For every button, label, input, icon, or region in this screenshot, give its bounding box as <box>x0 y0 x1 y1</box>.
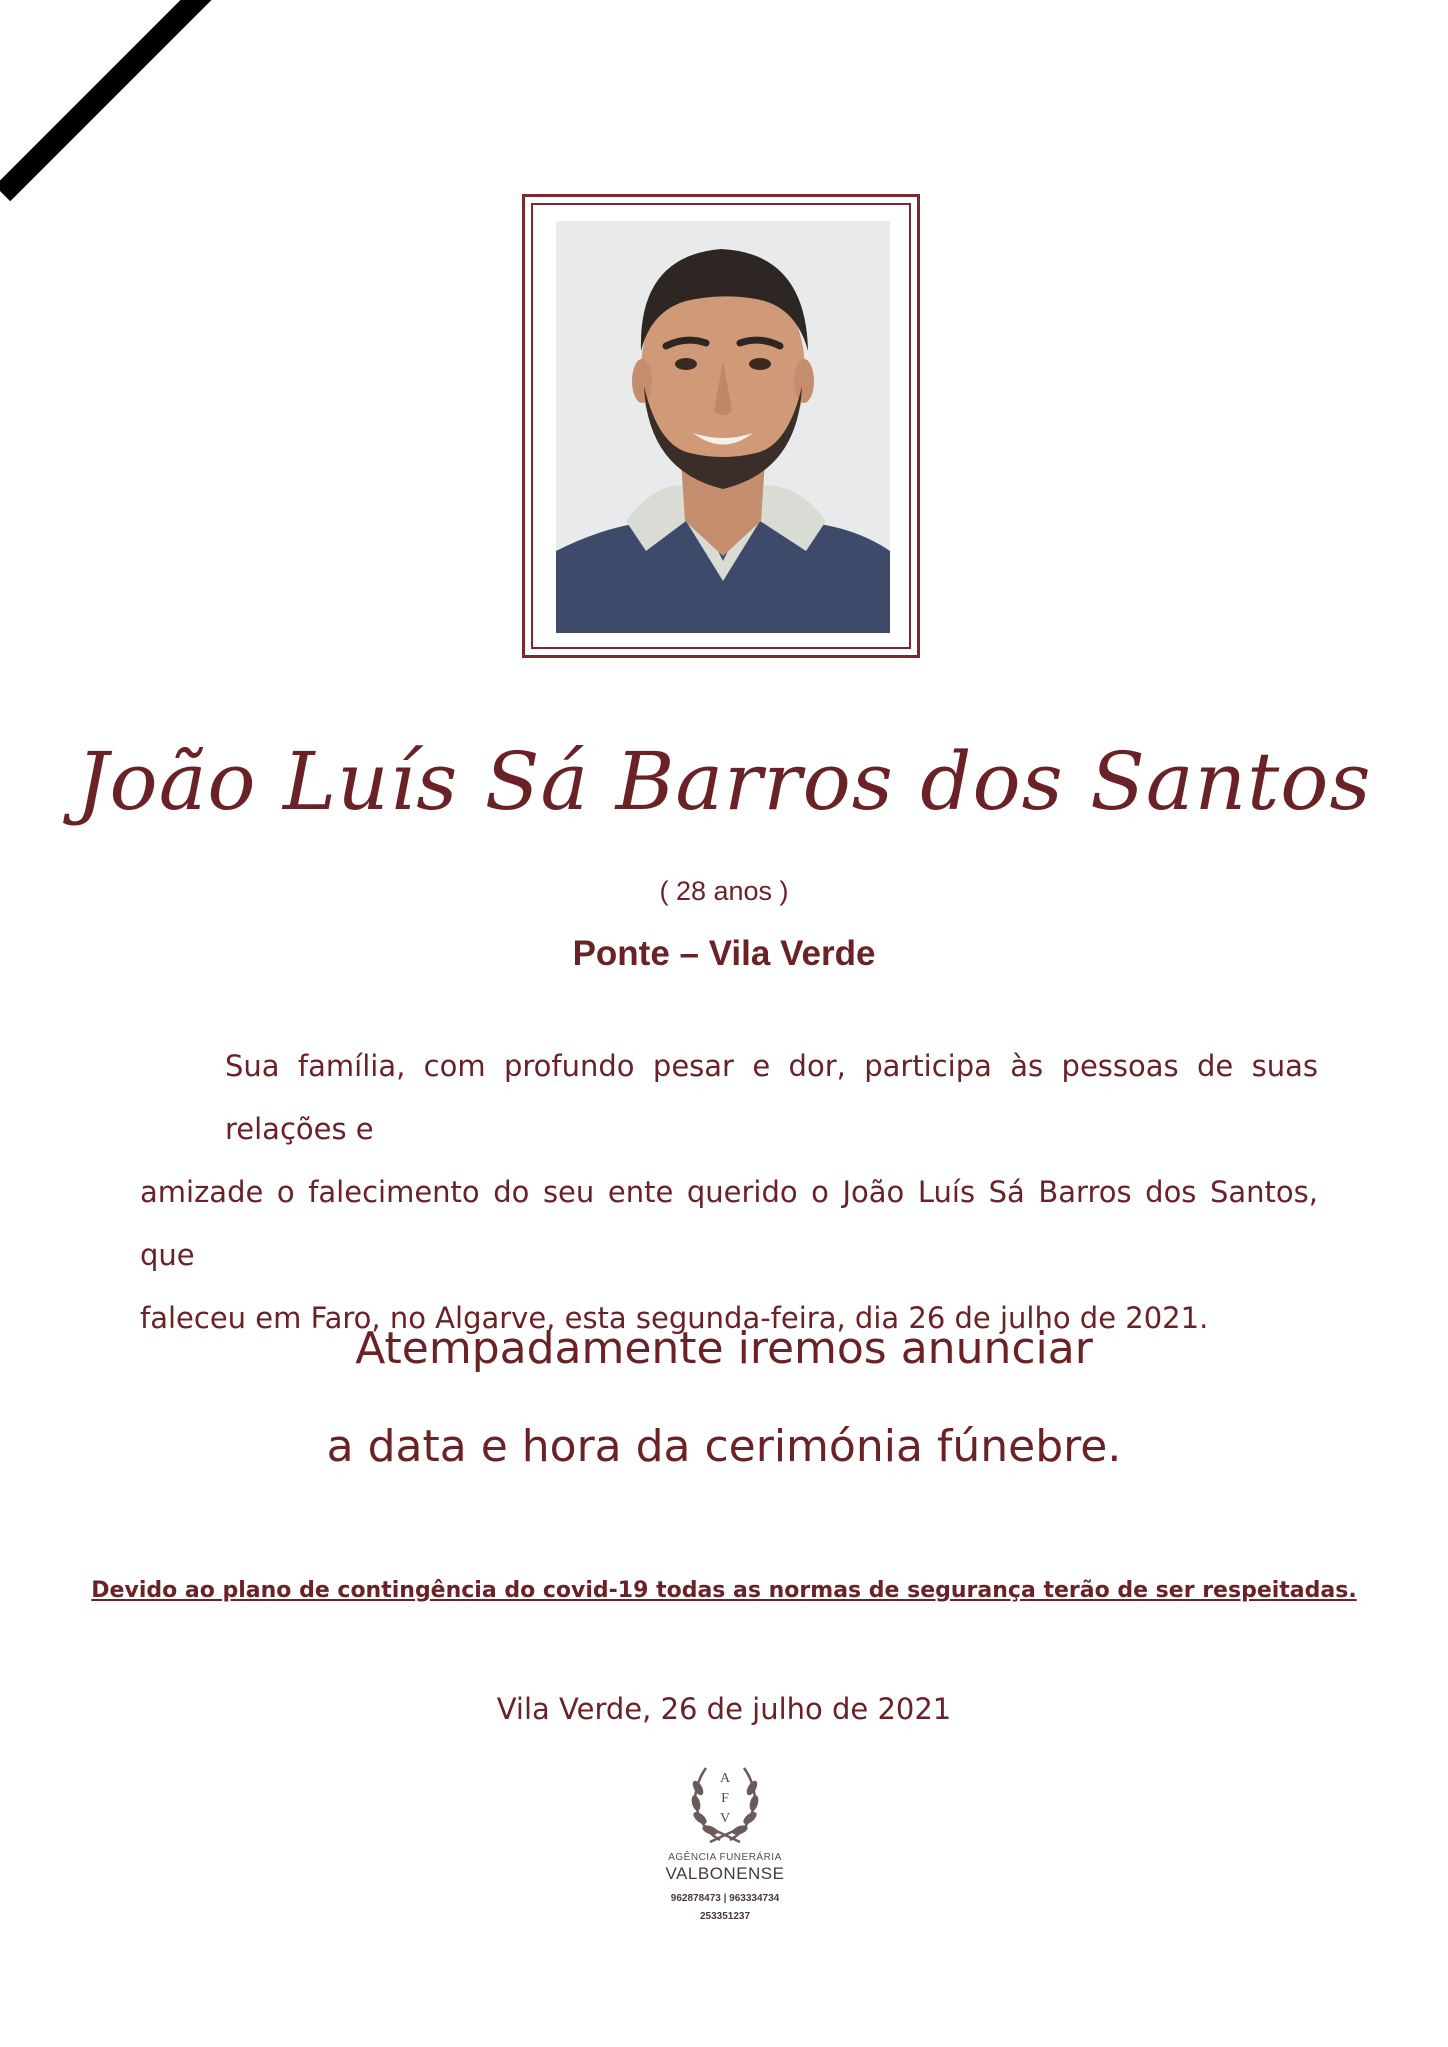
announcement-line: amizade o falecimento do seu ente querido o João Luís Sá Barros dos Santos, que <box>140 1175 1318 1272</box>
agency-phones: 962878473 | 963334734 <box>670 1893 780 1904</box>
agency-phone-landline: 253351237 <box>699 1911 751 1922</box>
emblem-letter-v: V <box>719 1811 731 1826</box>
covid-notice: Devido ao plano de contingência do covid-19 todas as normas de segurança terão de ser respeitadas. <box>91 1578 1357 1603</box>
announcement-line: Sua família, com profundo pesar e dor, participa às pessoas de suas relações e <box>225 1049 1318 1146</box>
portrait-photo <box>556 221 890 633</box>
photo-frame <box>522 194 920 658</box>
agency-label: AGÊNCIA FUNERÁRIA <box>668 1852 782 1863</box>
emblem-letter-f: F <box>721 1791 729 1806</box>
announcement-line: faleceu em Faro, no Algarve, esta segunda-feira, dia 26 de julho de 2021. <box>140 1301 1209 1335</box>
ceremony-line: a data e hora da cerimónia fúnebre. <box>326 1421 1122 1472</box>
deceased-age: ( 28 anos ) <box>659 876 789 906</box>
ceremony-line: Atempadamente iremos anunciar <box>355 1323 1093 1374</box>
signoff-place-date: Vila Verde, 26 de julho de 2021 <box>496 1692 952 1726</box>
emblem-letter-a: A <box>719 1771 731 1786</box>
ceremony-notice <box>0 1300 1448 1496</box>
mourning-ribbon <box>0 0 215 201</box>
agency-name: VALBONENSE <box>665 1864 785 1883</box>
photo-frame-inner <box>531 203 911 649</box>
laurel-emblem-icon <box>650 1758 800 1848</box>
deceased-name: João Luís Sá Barros dos Santos <box>76 735 1372 828</box>
agency-logo <box>650 1758 800 1928</box>
deceased-place: Ponte – Vila Verde <box>572 934 876 973</box>
